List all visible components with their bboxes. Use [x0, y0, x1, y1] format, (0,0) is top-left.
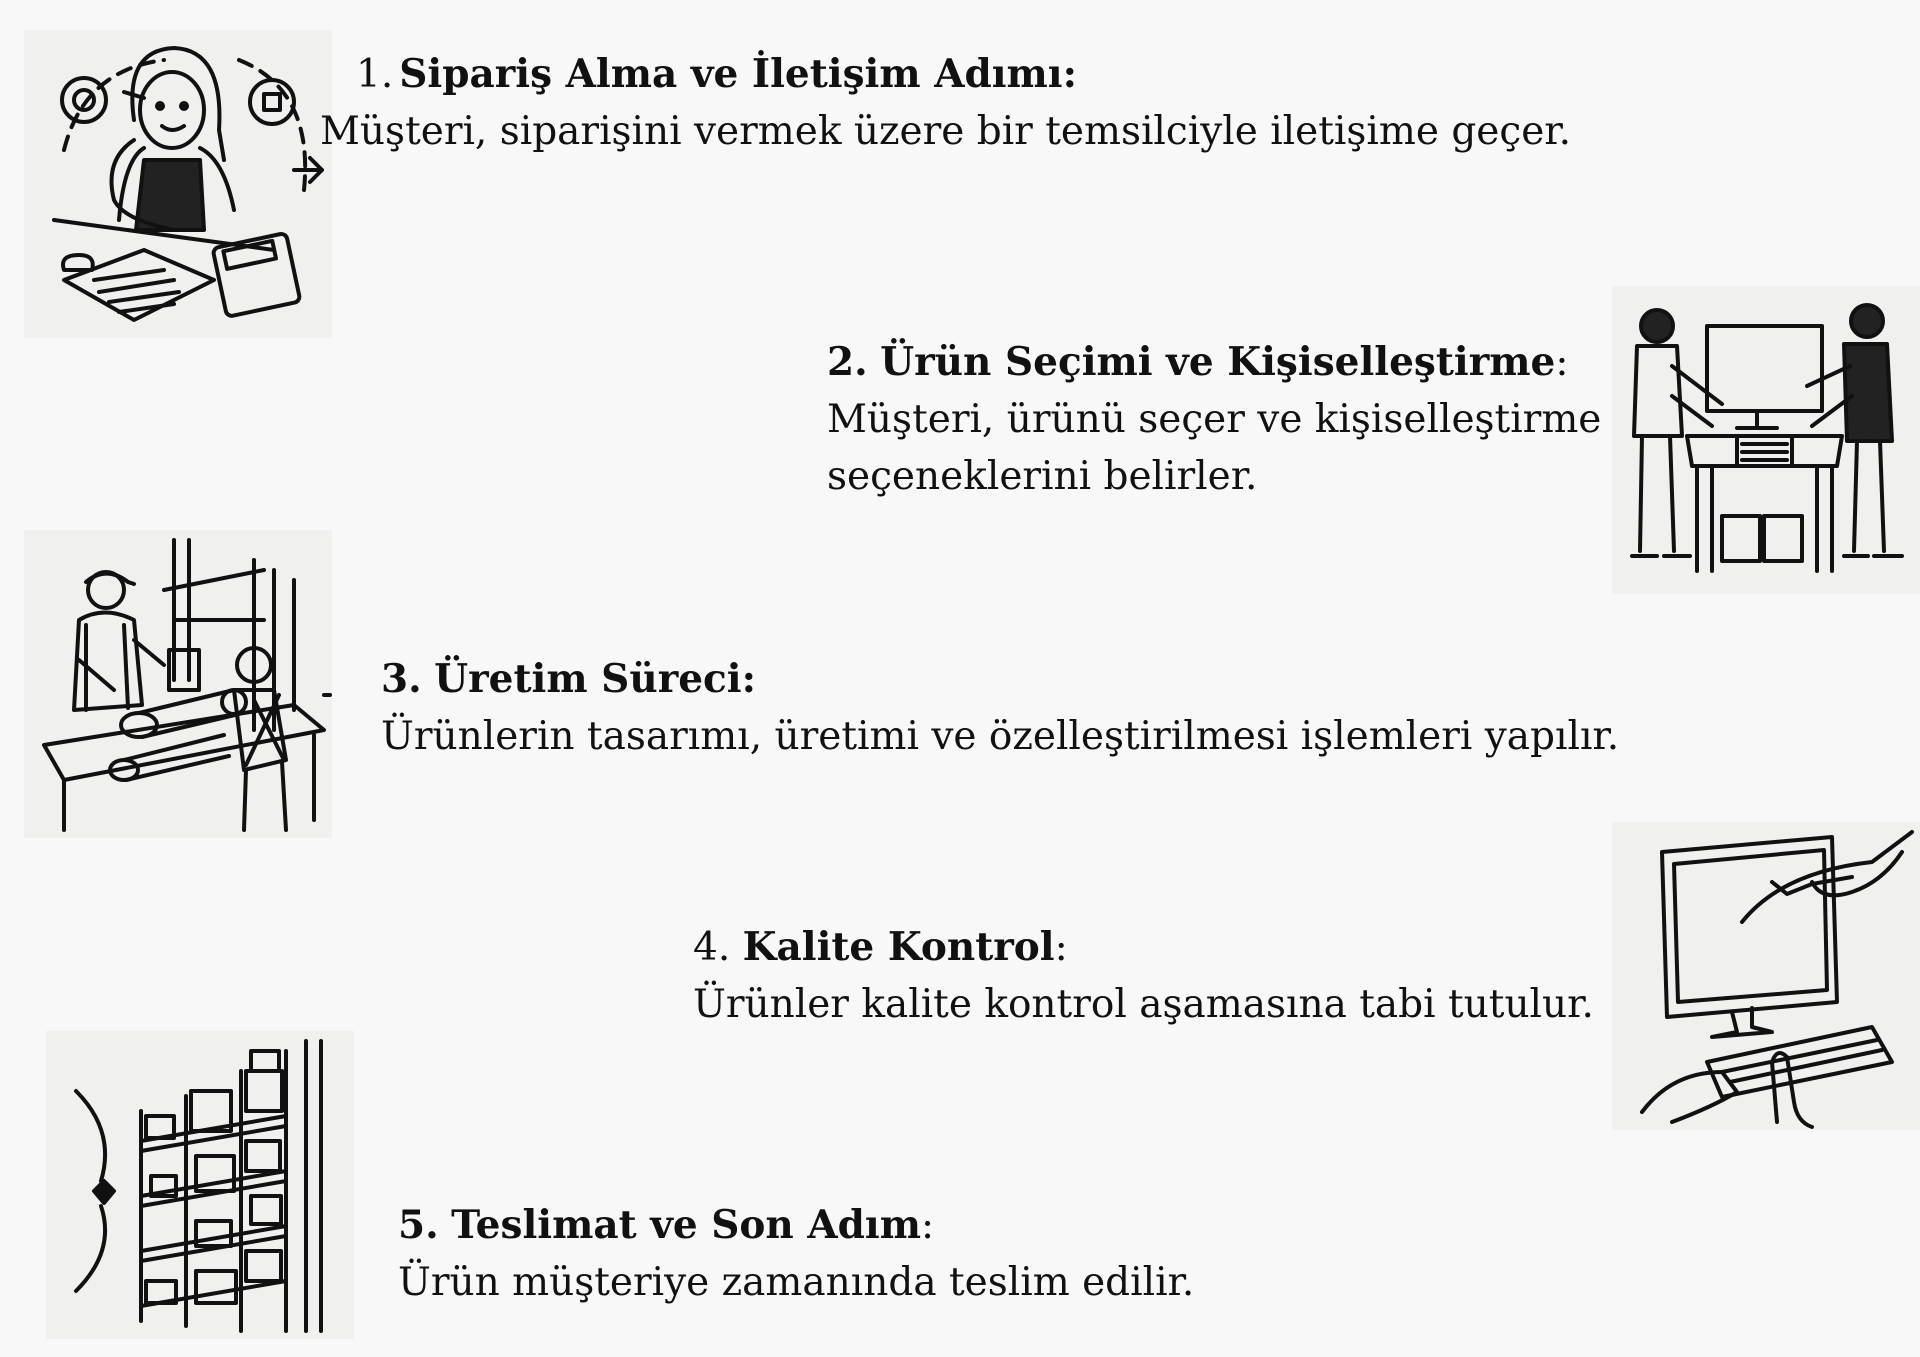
step-1-description: Müşteri, siparişini vermek üzere bir temsilciyle iletişime geçer. — [320, 109, 1572, 154]
step-2-description-line-2: seçeneklerini belirler. — [827, 454, 1258, 499]
step-3-title: Üretim Süreci — [434, 656, 742, 702]
step-5-title: Teslimat ve Son Adım — [451, 1202, 921, 1248]
step-3-number: 3. — [381, 656, 422, 702]
step-4-description: Ürünler kalite kontrol aşamasına tabi tutulur. — [693, 982, 1594, 1027]
step-3-heading — [381, 651, 1619, 708]
step-4-colon: : — [1054, 925, 1068, 970]
step-4-heading — [693, 919, 1594, 976]
step-4-title: Kalite Kontrol — [742, 924, 1055, 970]
step-5 — [398, 1197, 1194, 1311]
step-5-heading — [398, 1197, 1194, 1254]
step-3-colon: : — [741, 656, 757, 702]
step-4-number: 4. — [693, 925, 731, 970]
step-1 — [320, 46, 1572, 160]
step-2-title: Ürün Seçimi ve Kişiselleştirme — [880, 339, 1556, 385]
step-5-description: Ürün müşteriye zamanında teslim edilir. — [398, 1260, 1195, 1305]
warehouse-shelves-illustration — [46, 1031, 354, 1339]
step-2 — [827, 334, 1601, 505]
step-1-title: Sipariş Alma ve İletişim Adımı — [399, 51, 1063, 97]
step-4 — [693, 919, 1594, 1033]
two-people-at-computer-illustration — [1612, 286, 1920, 594]
step-2-colon: : — [1555, 340, 1569, 385]
step-2-heading — [827, 334, 1601, 391]
step-1-number: 1. — [356, 52, 394, 97]
factory-workers-illustration — [24, 530, 332, 838]
woman-on-phone-illustration — [24, 30, 332, 338]
computer-quality-check-illustration — [1612, 822, 1920, 1130]
step-5-colon: : — [920, 1203, 935, 1248]
step-1-heading — [356, 46, 1571, 103]
step-1-colon: : — [1062, 51, 1078, 97]
step-2-number: 2. — [827, 339, 868, 385]
step-5-number: 5. — [398, 1202, 439, 1248]
step-2-description-line-1: Müşteri, ürünü seçer ve kişiselleştirme — [827, 397, 1602, 442]
step-3 — [381, 651, 1619, 765]
step-3-description: Ürünlerin tasarımı, üretimi ve özelleştirilmesi işlemleri yapılır. — [381, 714, 1620, 759]
